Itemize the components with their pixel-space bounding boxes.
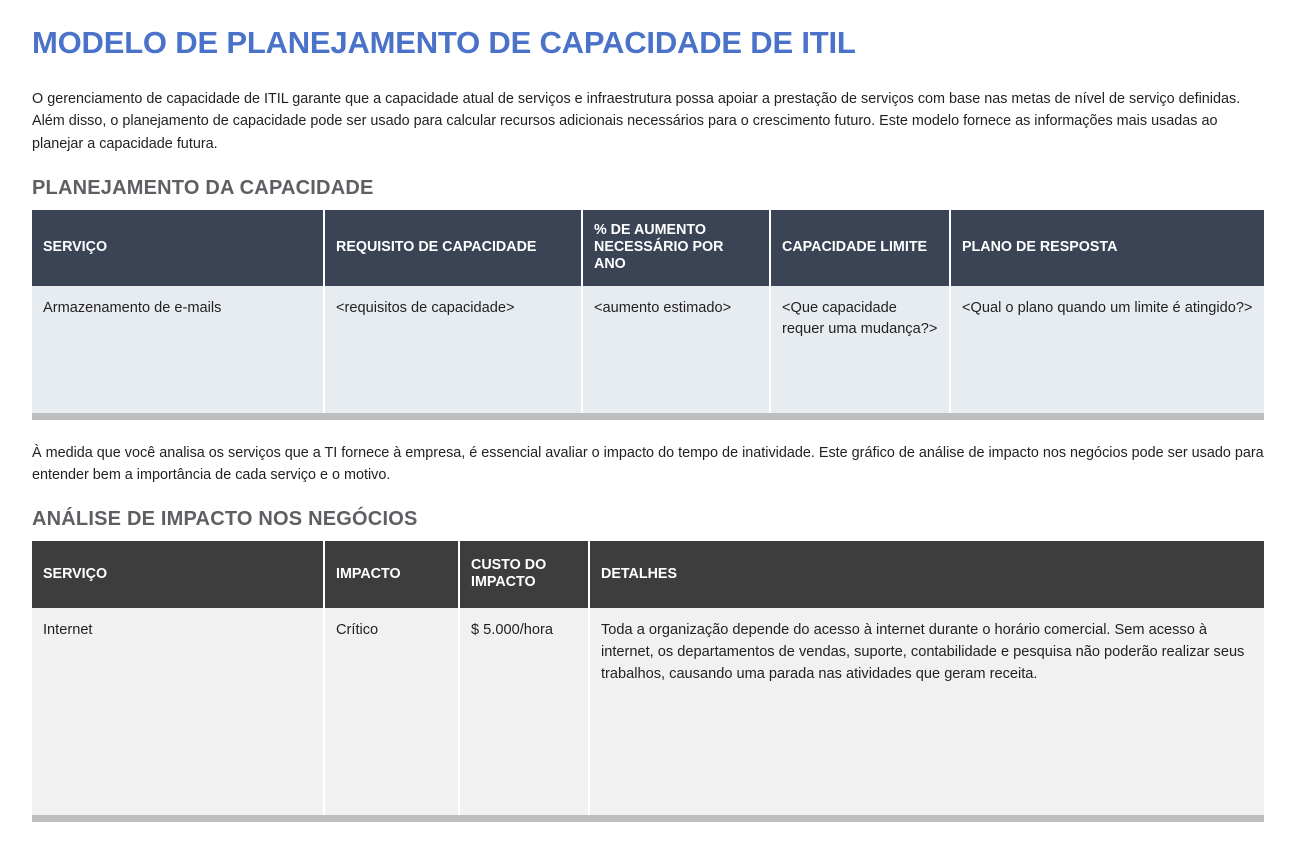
table-row[interactable]	[32, 608, 1264, 815]
cell-capacidade-limite[interactable]: <Que capacidade requer uma mudança?>	[770, 286, 950, 413]
column-header-requisito-capacidade: REQUISITO DE CAPACIDADE	[324, 210, 582, 286]
column-header-servico: SERVIÇO	[32, 541, 324, 608]
column-header-capacidade-limite: CAPACIDADE LIMITE	[770, 210, 950, 286]
column-header-detalhes: DETALHES	[589, 541, 1264, 608]
business-impact-table	[32, 541, 1264, 815]
spacer	[30, 420, 1265, 442]
cell-requisito-capacidade[interactable]: <requisitos de capacidade>	[324, 286, 582, 413]
page-title: MODELO DE PLANEJAMENTO DE CAPACIDADE DE ITIL	[32, 25, 856, 60]
column-header-aumento-por-ano: % DE AUMENTO NECESSÁRIO POR ANO	[582, 210, 770, 286]
cell-servico[interactable]: Armazenamento de e-mails	[32, 286, 324, 413]
capacity-planning-table	[32, 210, 1264, 413]
section-heading-capacity-planning: PLANEJAMENTO DA CAPACIDADE	[32, 177, 374, 200]
table-row[interactable]	[32, 286, 1264, 413]
column-header-impacto: IMPACTO	[324, 541, 459, 608]
cell-aumento-por-ano[interactable]: <aumento estimado>	[582, 286, 770, 413]
cell-servico[interactable]: Internet	[32, 608, 324, 815]
table-header-row	[32, 210, 1264, 286]
cell-impacto[interactable]: Crítico	[324, 608, 459, 815]
table-bottom-shadow	[32, 815, 1264, 822]
mid-paragraph: À medida que você analisa os serviços que a TI fornece à empresa, é essencial avaliar o impacto do tempo de inatividade. Este gráfico de análise de impacto nos negócios pode ser usado para entender bem a importância de cada serviço e o motivo.	[32, 444, 1264, 483]
column-header-custo-impacto: CUSTO DO IMPACTO	[459, 541, 589, 608]
capacity-planning-table-wrapper	[32, 210, 1264, 420]
table-bottom-shadow	[32, 413, 1264, 420]
table-header-row	[32, 541, 1264, 608]
business-impact-table-wrapper	[32, 541, 1264, 822]
cell-plano-resposta[interactable]: <Qual o plano quando um limite é atingido?>	[950, 286, 1264, 413]
column-header-plano-resposta: PLANO DE RESPOSTA	[950, 210, 1264, 286]
intro-paragraph: O gerenciamento de capacidade de ITIL garante que a capacidade atual de serviços e infraestrutura possa apoiar a prestação de serviços com base nas metas de nível de serviço definidas. Além disso, o planejamento de capacidade pode ser usado para calcular recursos adicionais necessários para o crescimento futuro. Este modelo fornece as informações mais usadas ao planejar a capacidade futura.	[32, 91, 1241, 152]
cell-custo-impacto[interactable]: $ 5.000/hora	[459, 608, 589, 815]
column-header-servico: SERVIÇO	[32, 210, 324, 286]
cell-detalhes[interactable]: Toda a organização depende do acesso à internet durante o horário comercial. Sem acesso à internet, os departamentos de vendas, suporte, contabilidade e pesquisa não poderão realizar seus trabalhos, causando uma parada nas atividades que geram receita.	[589, 608, 1264, 815]
section-heading-business-impact: ANÁLISE DE IMPACTO NOS NEGÓCIOS	[32, 508, 418, 531]
